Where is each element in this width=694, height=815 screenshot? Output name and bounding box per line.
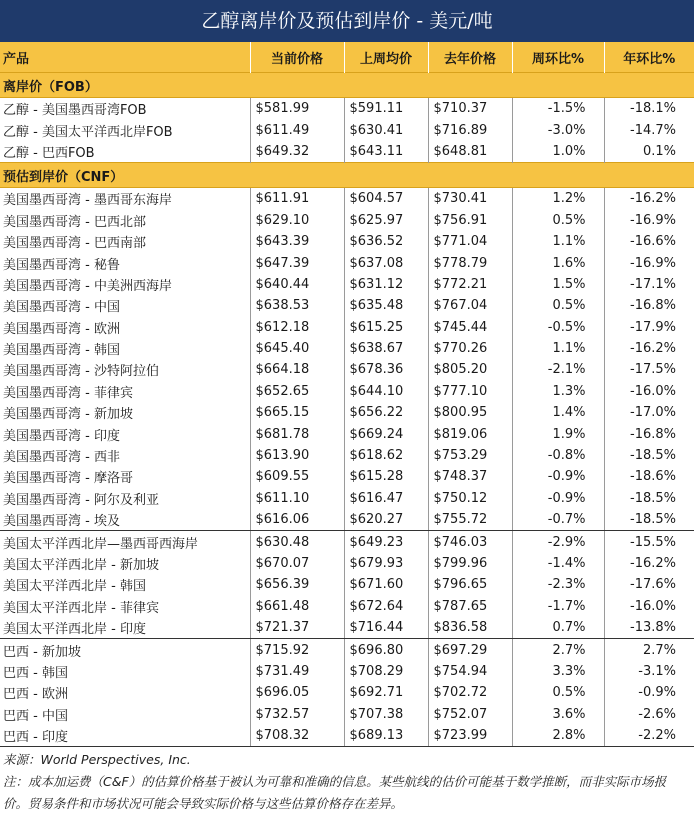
product-cell: 美国太平洋西北岸 - 印度 bbox=[0, 617, 250, 639]
yoy-change-cell: -16.2% bbox=[630, 556, 676, 571]
product-cell: 美国太平洋西北岸—墨西哥西海岸 bbox=[0, 531, 250, 553]
product-cell: 巴西 - 韩国 bbox=[0, 661, 250, 682]
wow-change-cell: -0.8% bbox=[512, 445, 604, 466]
last-year-price-cell: $771.04 bbox=[428, 231, 512, 252]
last-year-price-cell: $787.65 bbox=[428, 596, 512, 617]
wow-change-cell: 1.3% bbox=[512, 381, 604, 402]
table-row bbox=[0, 423, 694, 444]
last-week-avg-cell: $656.22 bbox=[344, 402, 428, 423]
table-row bbox=[0, 381, 694, 402]
yoy-change-cell: -2.6% bbox=[638, 706, 676, 722]
table-row bbox=[0, 639, 694, 661]
last-week-avg-cell: $631.12 bbox=[344, 274, 428, 295]
disclaimer-note: 注：成本加运费（C&F）的估算价格基于被认为可靠和准确的信息。某些航线的估价可能基于数学推断，而非实际市场报价。贸易条件和市场状况可能会导致实际价格与这些估算价格存在差异。 bbox=[3, 774, 667, 811]
last-year-price-cell: $756.91 bbox=[428, 210, 512, 231]
last-year-price-cell: $716.89 bbox=[428, 119, 512, 140]
column-header: 去年价格 bbox=[428, 42, 512, 73]
current-price-cell: $643.39 bbox=[250, 231, 344, 252]
table-row bbox=[0, 231, 694, 252]
table-row bbox=[0, 509, 694, 531]
last-week-avg-cell: $636.52 bbox=[344, 231, 428, 252]
current-price-cell: $611.10 bbox=[250, 488, 344, 509]
last-year-price-cell: $754.94 bbox=[428, 661, 512, 682]
wow-change-cell: -1.7% bbox=[512, 596, 604, 617]
current-price-cell: $629.10 bbox=[250, 210, 344, 231]
product-cell: 美国墨西哥湾 - 巴西北部 bbox=[0, 210, 250, 231]
yoy-change-cell: -18.5% bbox=[630, 448, 676, 464]
table-header-row bbox=[0, 42, 694, 73]
current-price-cell: $638.53 bbox=[250, 295, 344, 316]
yoy-change-cell: -13.8% bbox=[604, 617, 694, 639]
yoy-change-cell: -17.0% bbox=[630, 405, 676, 421]
current-price-cell: $630.48 bbox=[250, 531, 344, 553]
product-cell: 巴西 - 新加坡 bbox=[0, 639, 250, 661]
wow-change-cell: 1.6% bbox=[512, 252, 604, 273]
table-row bbox=[0, 274, 694, 295]
product-cell: 美国墨西哥湾 - 菲律宾 bbox=[0, 381, 250, 402]
yoy-change-cell: -18.1% bbox=[630, 101, 676, 117]
current-price-cell: $611.49 bbox=[250, 119, 344, 140]
last-year-price-cell: $799.96 bbox=[428, 553, 512, 574]
last-year-price-cell: $730.41 bbox=[428, 188, 512, 210]
last-week-avg-cell: $616.47 bbox=[344, 488, 428, 509]
wow-change-cell: 3.3% bbox=[512, 661, 604, 682]
product-cell: 巴西 - 中国 bbox=[0, 704, 250, 725]
product-cell: 乙醇 - 美国墨西哥湾FOB bbox=[0, 98, 250, 120]
current-price-cell: $616.06 bbox=[250, 509, 344, 531]
product-cell: 美国墨西哥湾 - 埃及 bbox=[0, 509, 250, 531]
last-week-avg-cell: $615.28 bbox=[344, 466, 428, 487]
yoy-change-cell: -16.8% bbox=[630, 426, 676, 442]
yoy-change-cell: 0.1% bbox=[642, 143, 676, 159]
last-week-avg-cell: $707.38 bbox=[344, 704, 428, 725]
product-cell: 美国墨西哥湾 - 中国 bbox=[0, 295, 250, 316]
wow-change-cell: -2.3% bbox=[512, 574, 604, 595]
table-row bbox=[0, 295, 694, 316]
last-week-avg-cell: $671.60 bbox=[344, 574, 428, 595]
page-title: 乙醇离岸价及预估到岸价 - 美元/吨 bbox=[0, 0, 694, 42]
wow-change-cell: -1.5% bbox=[512, 98, 604, 120]
price-table bbox=[0, 42, 694, 747]
product-cell: 美国墨西哥湾 - 韩国 bbox=[0, 338, 250, 359]
table-row bbox=[0, 725, 694, 747]
last-year-price-cell: $755.72 bbox=[428, 509, 512, 531]
column-header: 年环比% bbox=[604, 42, 694, 73]
current-price-cell: $670.07 bbox=[250, 553, 344, 574]
yoy-change-cell: -0.9% bbox=[638, 685, 676, 701]
last-year-price-cell: $819.06 bbox=[428, 423, 512, 444]
last-week-avg-cell: $689.13 bbox=[344, 725, 428, 747]
product-cell: 美国墨西哥湾 - 新加坡 bbox=[0, 402, 250, 423]
yoy-change-cell: 2.7% bbox=[642, 642, 676, 658]
last-week-avg-cell: $635.48 bbox=[344, 295, 428, 316]
product-cell: 巴西 - 印度 bbox=[0, 725, 250, 747]
product-cell: 乙醇 - 美国太平洋西北岸FOB bbox=[0, 119, 250, 140]
yoy-change-cell: -17.1% bbox=[630, 276, 676, 292]
product-cell: 美国太平洋西北岸 - 韩国 bbox=[0, 574, 250, 595]
wow-change-cell: 2.8% bbox=[512, 725, 604, 747]
last-week-avg-cell: $591.11 bbox=[344, 98, 428, 120]
last-week-avg-cell: $692.71 bbox=[344, 682, 428, 703]
last-year-price-cell: $767.04 bbox=[428, 295, 512, 316]
current-price-cell: $731.49 bbox=[250, 661, 344, 682]
last-year-price-cell: $805.20 bbox=[428, 359, 512, 380]
current-price-cell: $647.39 bbox=[250, 252, 344, 273]
table-row bbox=[0, 359, 694, 380]
last-year-price-cell: $772.21 bbox=[428, 274, 512, 295]
wow-change-cell: 0.5% bbox=[512, 295, 604, 316]
last-year-price-cell: $697.29 bbox=[428, 639, 512, 661]
table-row bbox=[0, 704, 694, 725]
wow-change-cell: 0.5% bbox=[512, 210, 604, 231]
last-year-price-cell: $750.12 bbox=[428, 488, 512, 509]
yoy-change-cell: -18.5% bbox=[604, 509, 694, 531]
product-cell: 巴西 - 欧洲 bbox=[0, 682, 250, 703]
last-year-price-cell: $796.65 bbox=[428, 574, 512, 595]
current-price-cell: $665.15 bbox=[250, 402, 344, 423]
current-price-cell: $696.05 bbox=[250, 682, 344, 703]
yoy-change-cell: -17.5% bbox=[630, 362, 676, 378]
yoy-change-cell: -16.0% bbox=[630, 598, 676, 614]
last-week-avg-cell: $625.97 bbox=[344, 210, 428, 231]
wow-change-cell: 1.9% bbox=[512, 423, 604, 444]
product-cell: 美国墨西哥湾 - 中美洲西海岸 bbox=[0, 274, 250, 295]
current-price-cell: $581.99 bbox=[250, 98, 344, 120]
product-cell: 美国墨西哥湾 - 西非 bbox=[0, 445, 250, 466]
last-year-price-cell: $752.07 bbox=[428, 704, 512, 725]
yoy-change-cell: -17.6% bbox=[630, 577, 676, 593]
wow-change-cell: 0.7% bbox=[512, 617, 604, 639]
last-year-price-cell: $836.58 bbox=[428, 617, 512, 639]
table-row bbox=[0, 98, 694, 120]
last-week-avg-cell: $618.62 bbox=[344, 445, 428, 466]
yoy-change-cell: -16.0% bbox=[630, 383, 676, 399]
wow-change-cell: 1.0% bbox=[512, 141, 604, 163]
last-week-avg-cell: $696.80 bbox=[344, 639, 428, 661]
column-header: 上周均价 bbox=[344, 42, 428, 73]
product-cell: 美国太平洋西北岸 - 新加坡 bbox=[0, 553, 250, 574]
last-year-price-cell: $648.81 bbox=[428, 141, 512, 163]
column-header: 周环比% bbox=[512, 42, 604, 73]
yoy-change-cell: -2.2% bbox=[604, 725, 694, 747]
last-week-avg-cell: $637.08 bbox=[344, 252, 428, 273]
table-row bbox=[0, 596, 694, 617]
current-price-cell: $652.65 bbox=[250, 381, 344, 402]
current-price-cell: $721.37 bbox=[250, 617, 344, 639]
product-cell: 美国墨西哥湾 - 印度 bbox=[0, 423, 250, 444]
last-week-avg-cell: $620.27 bbox=[344, 509, 428, 531]
table-row bbox=[0, 661, 694, 682]
last-week-avg-cell: $615.25 bbox=[344, 317, 428, 338]
table-row bbox=[0, 531, 694, 553]
wow-change-cell: 0.5% bbox=[512, 682, 604, 703]
last-year-price-cell: $777.10 bbox=[428, 381, 512, 402]
source-note: 来源：World Perspectives, Inc. bbox=[3, 752, 191, 767]
wow-change-cell: 3.6% bbox=[512, 704, 604, 725]
wow-change-cell: 2.7% bbox=[512, 639, 604, 661]
product-cell: 美国墨西哥湾 - 欧洲 bbox=[0, 317, 250, 338]
last-week-avg-cell: $643.11 bbox=[344, 141, 428, 163]
current-price-cell: $664.18 bbox=[250, 359, 344, 380]
wow-change-cell: 1.1% bbox=[512, 338, 604, 359]
table-row bbox=[0, 119, 694, 140]
current-price-cell: $612.18 bbox=[250, 317, 344, 338]
product-cell: 美国墨西哥湾 - 墨西哥东海岸 bbox=[0, 188, 250, 210]
last-year-price-cell: $778.79 bbox=[428, 252, 512, 273]
yoy-change-cell: -16.9% bbox=[630, 255, 676, 271]
last-year-price-cell: $745.44 bbox=[428, 317, 512, 338]
yoy-change-cell: -14.7% bbox=[630, 122, 676, 138]
last-year-price-cell: $770.26 bbox=[428, 338, 512, 359]
table-row bbox=[0, 141, 694, 163]
last-year-price-cell: $723.99 bbox=[428, 725, 512, 747]
last-week-avg-cell: $679.93 bbox=[344, 553, 428, 574]
wow-change-cell: -3.0% bbox=[512, 119, 604, 140]
product-cell: 美国墨西哥湾 - 秘鲁 bbox=[0, 252, 250, 273]
current-price-cell: $661.48 bbox=[250, 596, 344, 617]
table-row bbox=[0, 574, 694, 595]
last-week-avg-cell: $669.24 bbox=[344, 423, 428, 444]
table-row bbox=[0, 682, 694, 703]
current-price-cell: $708.32 bbox=[250, 725, 344, 747]
wow-change-cell: -2.1% bbox=[512, 359, 604, 380]
yoy-change-cell: -16.9% bbox=[630, 212, 676, 228]
last-week-avg-cell: $638.67 bbox=[344, 338, 428, 359]
wow-change-cell: -0.7% bbox=[512, 509, 604, 531]
yoy-change-cell: -16.2% bbox=[630, 191, 676, 207]
last-year-price-cell: $800.95 bbox=[428, 402, 512, 423]
yoy-change-cell: -3.1% bbox=[638, 663, 676, 679]
product-cell: 乙醇 - 巴西FOB bbox=[0, 141, 250, 163]
last-year-price-cell: $702.72 bbox=[428, 682, 512, 703]
section-title: 离岸价（FOB） bbox=[0, 73, 694, 98]
table-row bbox=[0, 488, 694, 509]
section-title: 预估到岸价（CNF） bbox=[0, 163, 694, 188]
column-header: 当前价格 bbox=[250, 42, 344, 73]
yoy-change-cell: -16.8% bbox=[630, 298, 676, 314]
section-header-row bbox=[0, 73, 694, 98]
last-week-avg-cell: $716.44 bbox=[344, 617, 428, 639]
product-cell: 美国太平洋西北岸 - 菲律宾 bbox=[0, 596, 250, 617]
product-cell: 美国墨西哥湾 - 阿尔及利亚 bbox=[0, 488, 250, 509]
product-cell: 美国墨西哥湾 - 沙特阿拉伯 bbox=[0, 359, 250, 380]
last-year-price-cell: $746.03 bbox=[428, 531, 512, 553]
last-year-price-cell: $748.37 bbox=[428, 466, 512, 487]
wow-change-cell: -1.4% bbox=[512, 553, 604, 574]
wow-change-cell: 1.5% bbox=[512, 274, 604, 295]
last-week-avg-cell: $630.41 bbox=[344, 119, 428, 140]
yoy-change-cell: -15.5% bbox=[630, 534, 676, 550]
current-price-cell: $645.40 bbox=[250, 338, 344, 359]
last-year-price-cell: $710.37 bbox=[428, 98, 512, 120]
last-year-price-cell: $753.29 bbox=[428, 445, 512, 466]
product-cell: 美国墨西哥湾 - 巴西南部 bbox=[0, 231, 250, 252]
table-row bbox=[0, 317, 694, 338]
wow-change-cell: -2.9% bbox=[512, 531, 604, 553]
yoy-change-cell: -17.9% bbox=[630, 319, 676, 335]
wow-change-cell: -0.5% bbox=[512, 317, 604, 338]
current-price-cell: $609.55 bbox=[250, 466, 344, 487]
yoy-change-cell: -16.2% bbox=[630, 341, 676, 357]
section-header-row bbox=[0, 163, 694, 188]
table-row bbox=[0, 445, 694, 466]
current-price-cell: $640.44 bbox=[250, 274, 344, 295]
product-cell: 美国墨西哥湾 - 摩洛哥 bbox=[0, 466, 250, 487]
wow-change-cell: 1.1% bbox=[512, 231, 604, 252]
yoy-change-cell: -16.6% bbox=[630, 234, 676, 250]
current-price-cell: $732.57 bbox=[250, 704, 344, 725]
table-row bbox=[0, 466, 694, 487]
last-week-avg-cell: $672.64 bbox=[344, 596, 428, 617]
current-price-cell: $715.92 bbox=[250, 639, 344, 661]
last-week-avg-cell: $708.29 bbox=[344, 661, 428, 682]
table-row bbox=[0, 553, 694, 574]
last-week-avg-cell: $678.36 bbox=[344, 359, 428, 380]
table-row bbox=[0, 338, 694, 359]
current-price-cell: $611.91 bbox=[250, 188, 344, 210]
table-row bbox=[0, 210, 694, 231]
column-header: 产品 bbox=[0, 42, 250, 73]
current-price-cell: $656.39 bbox=[250, 574, 344, 595]
table-row bbox=[0, 188, 694, 210]
current-price-cell: $681.78 bbox=[250, 423, 344, 444]
yoy-change-cell: -18.5% bbox=[630, 490, 676, 506]
table-row bbox=[0, 402, 694, 423]
last-week-avg-cell: $644.10 bbox=[344, 381, 428, 402]
footer-notes bbox=[3, 749, 691, 815]
current-price-cell: $649.32 bbox=[250, 141, 344, 163]
wow-change-cell: -0.9% bbox=[512, 466, 604, 487]
table-row bbox=[0, 617, 694, 639]
wow-change-cell: 1.4% bbox=[512, 402, 604, 423]
last-week-avg-cell: $649.23 bbox=[344, 531, 428, 553]
last-week-avg-cell: $604.57 bbox=[344, 188, 428, 210]
yoy-change-cell: -18.6% bbox=[630, 469, 676, 485]
wow-change-cell: -0.9% bbox=[512, 488, 604, 509]
current-price-cell: $613.90 bbox=[250, 445, 344, 466]
wow-change-cell: 1.2% bbox=[512, 188, 604, 210]
table-row bbox=[0, 252, 694, 273]
